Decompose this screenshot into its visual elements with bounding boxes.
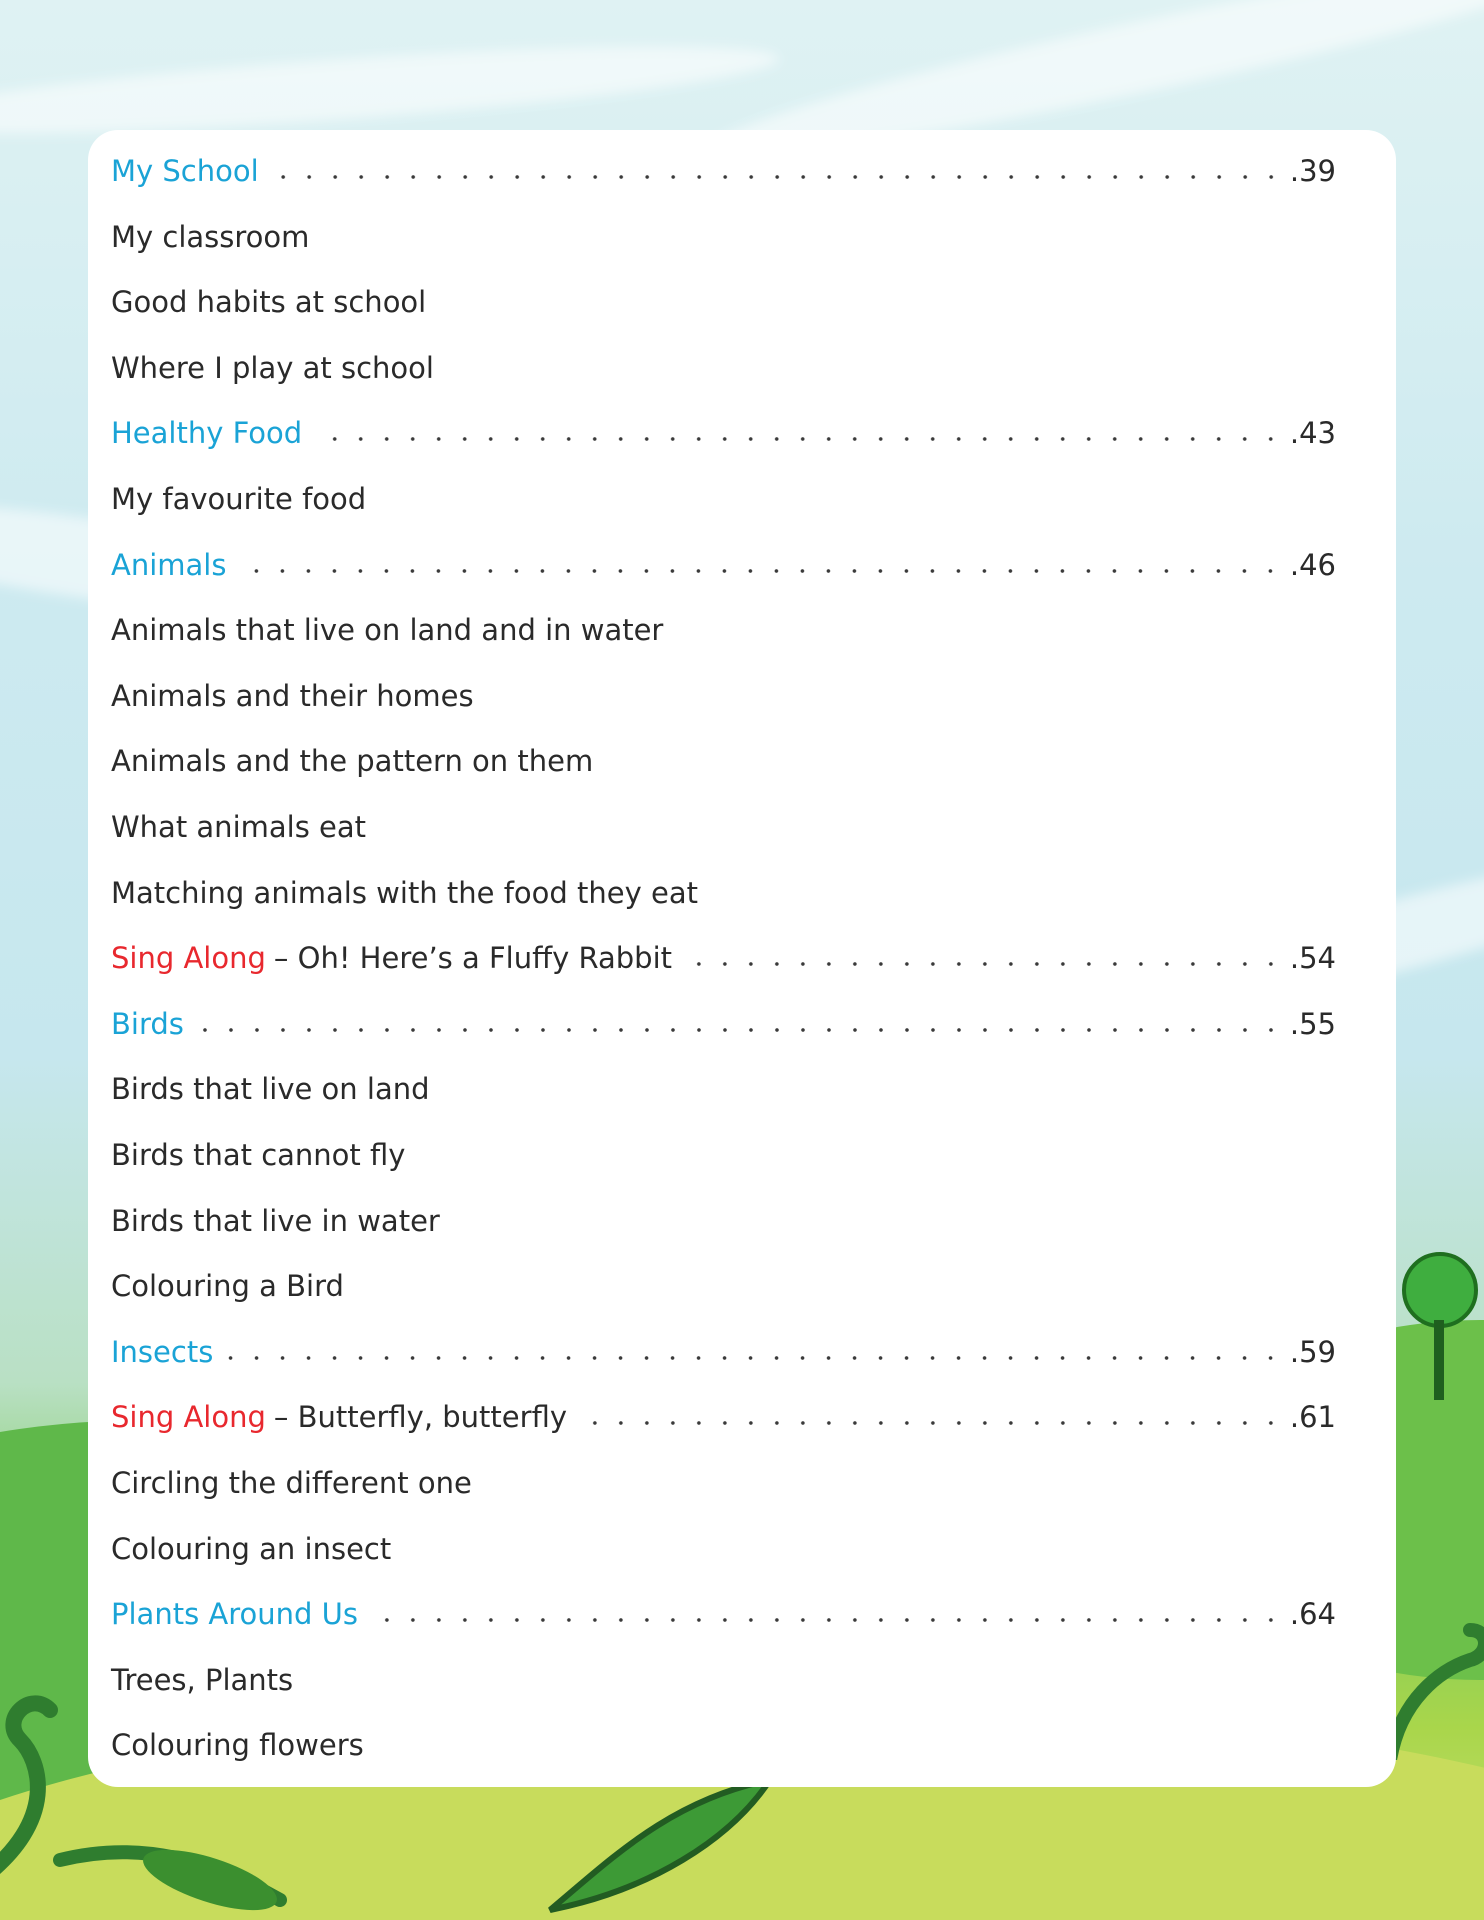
toc-chapter-entry bbox=[111, 146, 1336, 196]
dot-leader bbox=[223, 1356, 1284, 1360]
toc-chapter-entry bbox=[111, 999, 1336, 1049]
toc-item-title: Birds that live on land bbox=[111, 1072, 430, 1107]
toc-item bbox=[111, 1196, 1336, 1246]
toc-item bbox=[111, 1524, 1336, 1574]
toc-item-title: Animals and the pattern on them bbox=[111, 744, 594, 779]
toc-item-title: Colouring flowers bbox=[111, 1728, 364, 1763]
toc-item-title: Birds that live in water bbox=[111, 1203, 440, 1238]
tree-illustration-right bbox=[1390, 1250, 1484, 1450]
page-number: .54 bbox=[1289, 941, 1336, 976]
toc-item bbox=[111, 802, 1336, 852]
toc-item bbox=[111, 736, 1336, 786]
toc-item bbox=[111, 1720, 1336, 1770]
toc-item-title: My classroom bbox=[111, 219, 310, 254]
toc-item bbox=[111, 671, 1336, 721]
toc-item-title: Animals and their homes bbox=[111, 678, 474, 713]
toc-item bbox=[111, 868, 1336, 918]
page-number: .59 bbox=[1289, 1334, 1336, 1369]
toc-item-title: Colouring an insect bbox=[111, 1531, 392, 1566]
dot-leader bbox=[577, 1421, 1284, 1425]
toc-item bbox=[111, 1130, 1336, 1180]
dot-leader bbox=[682, 962, 1284, 966]
chapter-title: Plants Around Us bbox=[111, 1597, 358, 1632]
toc-item bbox=[111, 212, 1336, 262]
dot-leader bbox=[368, 1618, 1284, 1622]
toc-item-title: Matching animals with the food they eat bbox=[111, 875, 698, 910]
toc-item bbox=[111, 1261, 1336, 1311]
chapter-title: Healthy Food bbox=[111, 416, 303, 451]
toc-item-title: Animals that live on land and in water bbox=[111, 613, 664, 648]
song-label: Sing Along bbox=[111, 941, 266, 976]
toc-item-title: Birds that cannot fly bbox=[111, 1138, 406, 1172]
dot-leader bbox=[269, 175, 1284, 179]
toc-item bbox=[111, 474, 1336, 524]
toc-chapter-entry bbox=[111, 1589, 1336, 1639]
toc-chapter-entry bbox=[111, 1327, 1336, 1377]
toc-item-title: Good habits at school bbox=[111, 285, 427, 320]
toc-item bbox=[111, 343, 1336, 393]
dot-leader bbox=[236, 569, 1283, 573]
dot-leader bbox=[312, 437, 1284, 441]
chapter-title: Animals bbox=[111, 547, 227, 582]
toc-item bbox=[111, 277, 1336, 327]
dot-leader bbox=[194, 1028, 1284, 1032]
page-number: .39 bbox=[1289, 154, 1336, 188]
toc-chapter-entry bbox=[111, 408, 1336, 458]
chapter-title: My School bbox=[111, 154, 259, 188]
toc-item bbox=[111, 1655, 1336, 1705]
toc-song-entry bbox=[111, 1392, 1336, 1442]
toc-item-title: Where I play at school bbox=[111, 350, 434, 385]
song-label: Sing Along bbox=[111, 1400, 266, 1435]
page-number: .46 bbox=[1289, 547, 1336, 582]
song-title: – Oh! Here’s a Fluffy Rabbit bbox=[273, 941, 672, 976]
toc-item-title: Trees, Plants bbox=[111, 1662, 294, 1697]
toc-item-title: Colouring a Bird bbox=[111, 1269, 344, 1304]
toc-chapter-entry bbox=[111, 540, 1336, 590]
toc-item-title: Circling the different one bbox=[111, 1466, 472, 1500]
chapter-title: Birds bbox=[111, 1006, 184, 1041]
page-number: .64 bbox=[1289, 1597, 1336, 1632]
song-title: – Butterfly, butterfly bbox=[273, 1400, 567, 1435]
toc-item bbox=[111, 605, 1336, 655]
page-number: .61 bbox=[1289, 1400, 1336, 1435]
page-number: .43 bbox=[1289, 416, 1336, 451]
chapter-title: Insects bbox=[111, 1334, 214, 1369]
toc-item bbox=[111, 1064, 1336, 1114]
toc-item-title: My favourite food bbox=[111, 482, 367, 516]
toc-item bbox=[111, 1458, 1336, 1508]
toc-song-entry bbox=[111, 933, 1336, 983]
toc-item-title: What animals eat bbox=[111, 810, 367, 844]
page-number: .55 bbox=[1289, 1006, 1336, 1041]
